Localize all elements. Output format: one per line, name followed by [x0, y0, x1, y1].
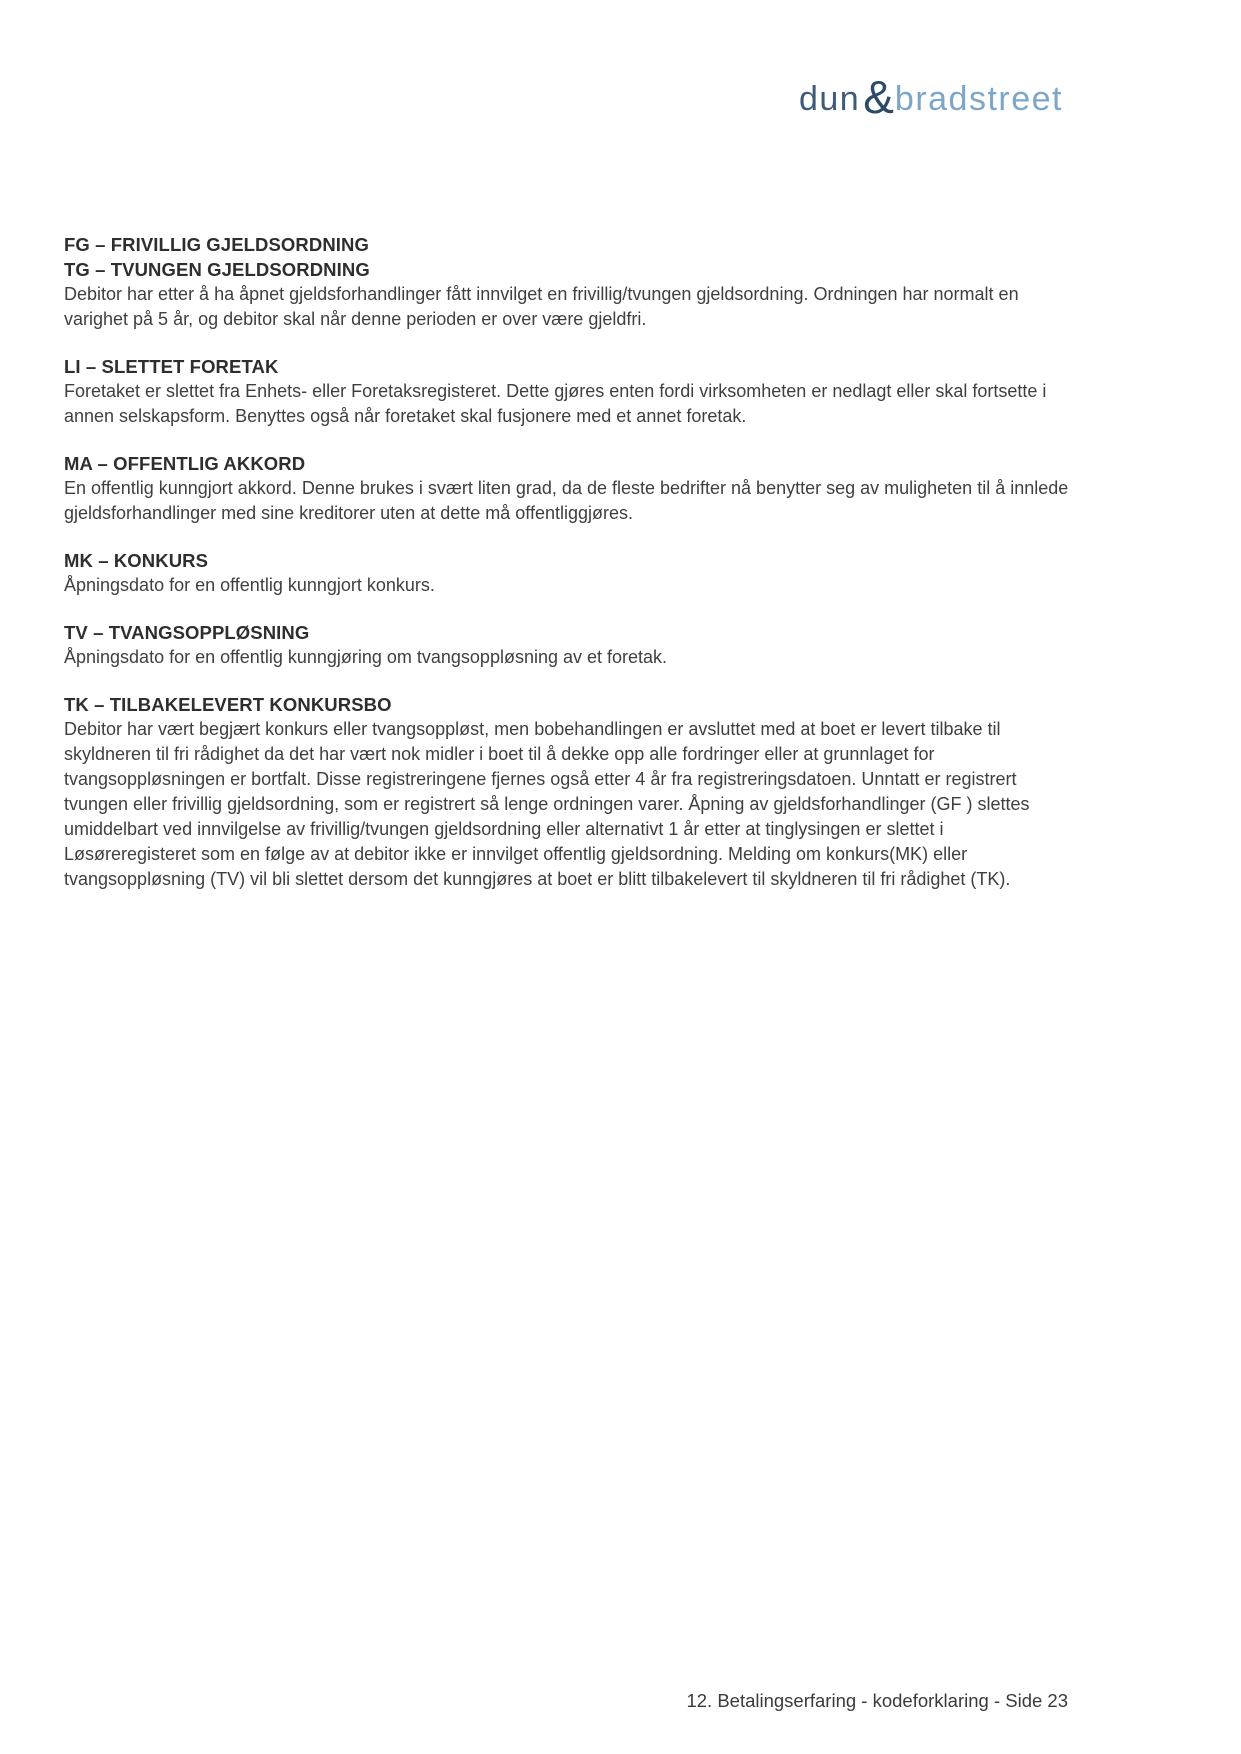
section-body-tk: Debitor har vært begjært konkurs eller tvangsoppløst, men bobehandlingen er avsluttet med at boet er levert tilbake til skyldneren til fri rådighet da det har vært nok midler i boet til å dekke opp alle fordringer eller at grunnlaget for tvangsoppløsningen er bortfalt. Disse registreringene fjernes også etter 4 år fra registreringsdatoen. Unntatt er registrert tvungen eller frivillig gjeldsordning, som er registrert så lenge ordningen varer. Åpning av gjeldsforhandlinger (GF ) slettes umiddelbart ved innvilgelse av frivillig/tvungen gjeldsordning eller alternativt 1 år etter at tinglysingen er slettet i Løsøreregisteret som en følge av at debitor ikke er innvilget offentlig gjeldsordning. Melding om konkurs(MK) eller tvangsoppløsning (TV) vil bli slettet dersom det kunngjøres at boet er blitt tilbakelevert til skyldneren til fri rådighet (TK). — [64, 719, 1030, 889]
section-heading-tk: TK – TILBAKELEVERT KONKURSBO — [64, 694, 392, 715]
section-tk — [64, 692, 1072, 892]
section-body-fg-tg: Debitor har etter å ha åpnet gjeldsforhandlinger fått innvilget en frivillig/tvungen gjeldsordning. Ordningen har normalt en varighet på 5 år, og debitor skal når denne perioden er over være gjeldfri. — [64, 284, 1019, 329]
section-body-ma: En offentlig kunngjort akkord. Denne brukes i svært liten grad, da de fleste bedrifter nå benytter seg av muligheten til å innlede gjeldsforhandlinger med sine kreditorer uten at dette må offentliggjøres. — [64, 478, 1069, 523]
section-heading-ma: MA – OFFENTLIG AKKORD — [64, 453, 306, 474]
section-body-li: Foretaket er slettet fra Enhets- eller Foretaksregisteret. Dette gjøres enten fordi virksomheten er nedlagt eller skal fortsette i annen selskapsform. Benyttes også når foretaket skal fusjonere med et annet foretak. — [64, 381, 1047, 426]
logo-text-bradstreet: bradstreet — [894, 80, 1063, 118]
page-footer: 12. Betalingserfaring - kodeforklaring - Side 23 — [686, 1690, 1068, 1711]
section-heading-tv: TV – TVANGSOPPLØSNING — [64, 622, 310, 643]
section-body-mk: Åpningsdato for en offentlig kunngjort konkurs. — [64, 575, 435, 595]
section-ma — [64, 451, 1072, 526]
ampersand-icon: & — [863, 71, 894, 123]
section-heading-mk: MK – KONKURS — [64, 550, 209, 571]
logo-text-dun: dun — [798, 80, 861, 118]
document-content — [64, 232, 1072, 914]
section-li — [64, 354, 1072, 429]
dun-bradstreet-logo — [798, 71, 1063, 124]
section-fg-tg — [64, 232, 1072, 332]
section-mk — [64, 548, 1072, 598]
section-body-tv: Åpningsdato for en offentlig kunngjøring om tvangsoppløsning av et foretak. — [64, 647, 668, 667]
section-tv — [64, 620, 1072, 670]
section-heading-tg: TG – TVUNGEN GJELDSORDNING — [64, 259, 370, 280]
section-heading-li: LI – SLETTET FORETAK — [64, 356, 279, 377]
section-heading-fg: FG – FRIVILLIG GJELDSORDNING — [64, 234, 369, 255]
